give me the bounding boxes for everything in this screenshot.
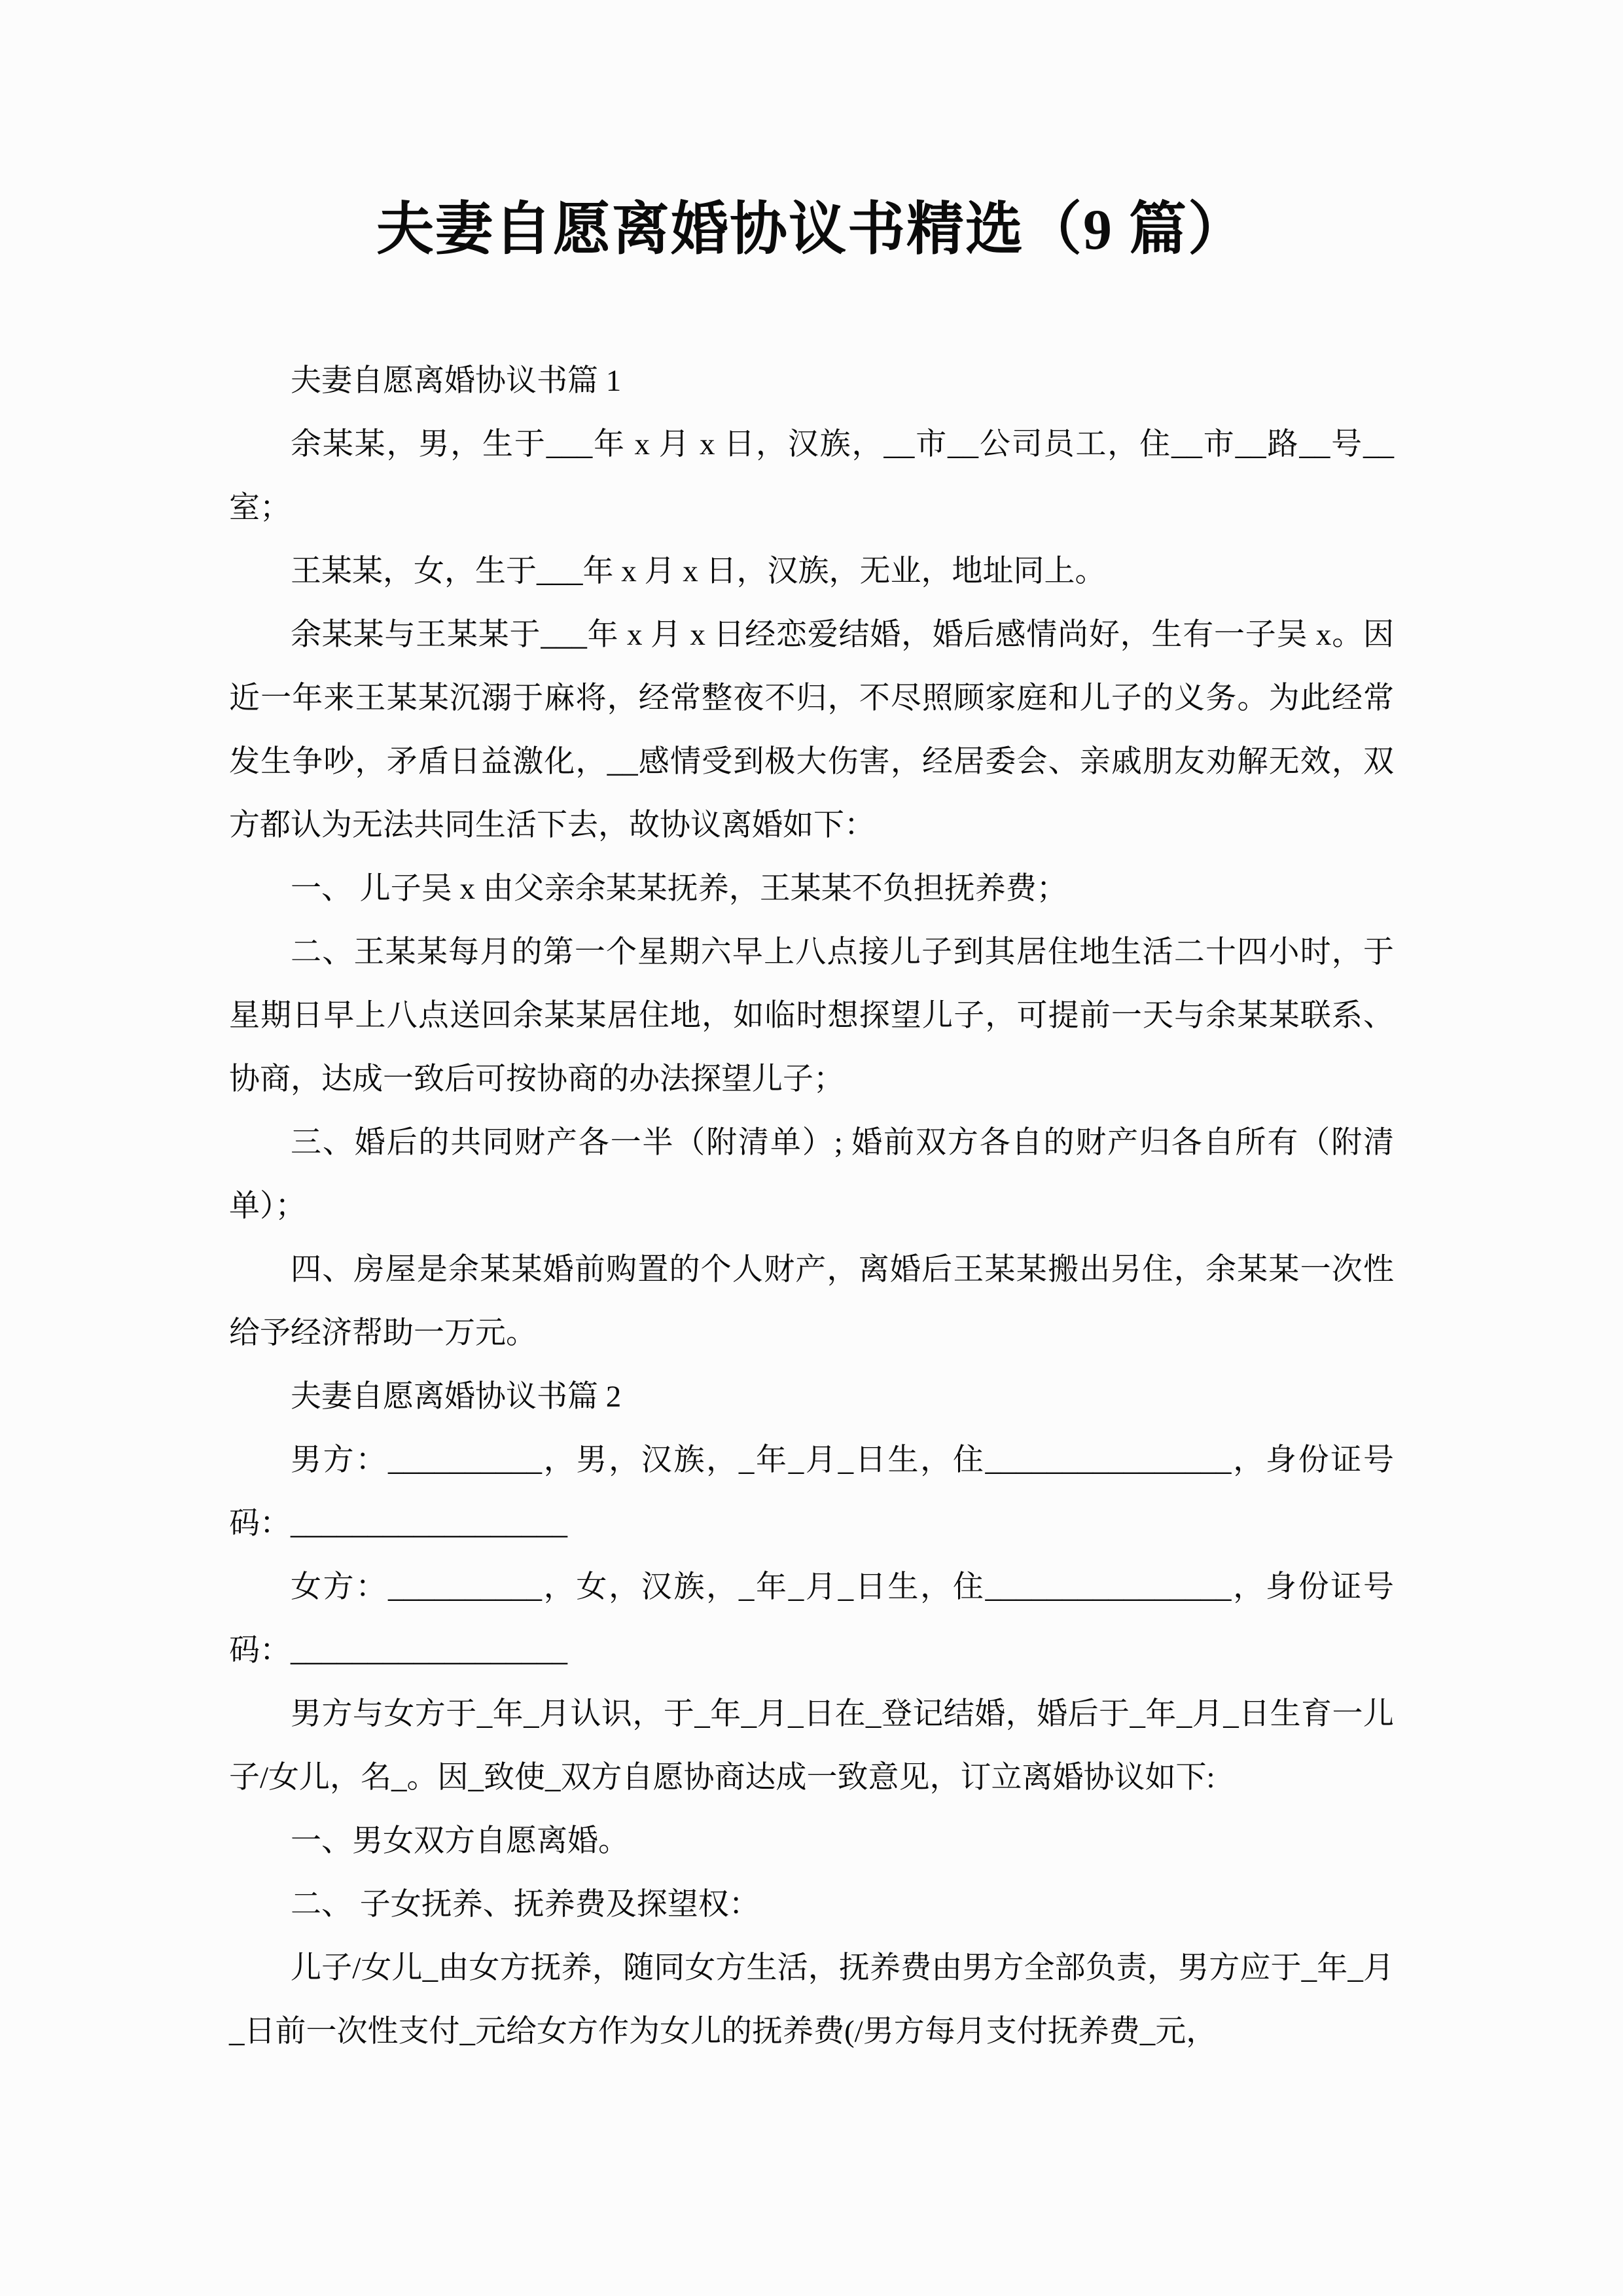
paragraph: 二、 子女抚养、抚养费及探望权： [291,1888,760,1922]
paragraph: 三、婚后的共同财产各一半（附清单）; 婚前双方各自的财产归各自所有（附清单）； [229,1126,1394,1223]
paragraph: 一、男女双方自愿离婚。 [291,1824,629,1858]
document-body [229,350,1394,2064]
paragraph: 王某某，女，生于___年 x 月 x 日，汉族，无业，地址同上。 [291,554,1106,588]
paragraph: 女方：__________，女，汉族，_年_月_日生，住________________，身份证号码：__________________ [229,1570,1394,1668]
section-2-heading: 夫妻自愿离婚协议书篇 2 [291,1380,622,1414]
paragraph: 一、 儿子吴 x 由父亲余某某抚养，王某某不负担抚养费； [291,872,1067,906]
section-1-heading: 夫妻自愿离婚协议书篇 1 [291,364,622,398]
paragraph: 二、王某某每月的第一个星期六早上八点接儿子到其居住地生活二十四小时，于星期日早上八点送回余某某居住地，如临时想探望儿子，可提前一天与余某某联系、协商，达成一致后可按协商的办法探望儿子； [229,935,1394,1096]
paragraph: 余某某，男，生于___年 x 月 x 日，汉族，__市__公司员工，住__市__路__号__室； [229,427,1394,525]
paragraph: 余某某与王某某于___年 x 月 x 日经恋爱结婚，婚后感情尚好，生有一子吴 x。因近一年来王某某沉溺于麻将，经常整夜不归，不尽照顾家庭和儿子的义务。为此经常发生争吵，矛盾日益激化，__感情受到极大伤害，经居委会、亲戚朋友劝解无效，双方都认为无法共同生活下去，故协议离婚如下： [229,618,1394,842]
paragraph: 男方与女方于_年_月认识，于_年_月_日在_登记结婚，婚后于_年_月_日生育一儿子/女儿，名_。因_致使_双方自愿协商达成一致意见，订立离婚协议如下: [229,1697,1394,1795]
paragraph: 男方：__________，男，汉族，_年_月_日生，住________________，身份证号码：__________________ [229,1443,1394,1541]
paragraph: 四、房屋是余某某婚前购置的个人财产，离婚后王某某搬出另住，余某某一次性给予经济帮助一万元。 [229,1253,1394,1350]
document-title: 夫妻自愿离婚协议书精选（9 篇） [376,198,1247,262]
paragraph: 儿子/女儿_由女方抚养，随同女方生活，抚养费由男方全部负责，男方应于_年_月_日前一次性支付_元给女方作为女儿的抚养费(/男方每月支付抚养费_元， [229,1951,1394,2049]
